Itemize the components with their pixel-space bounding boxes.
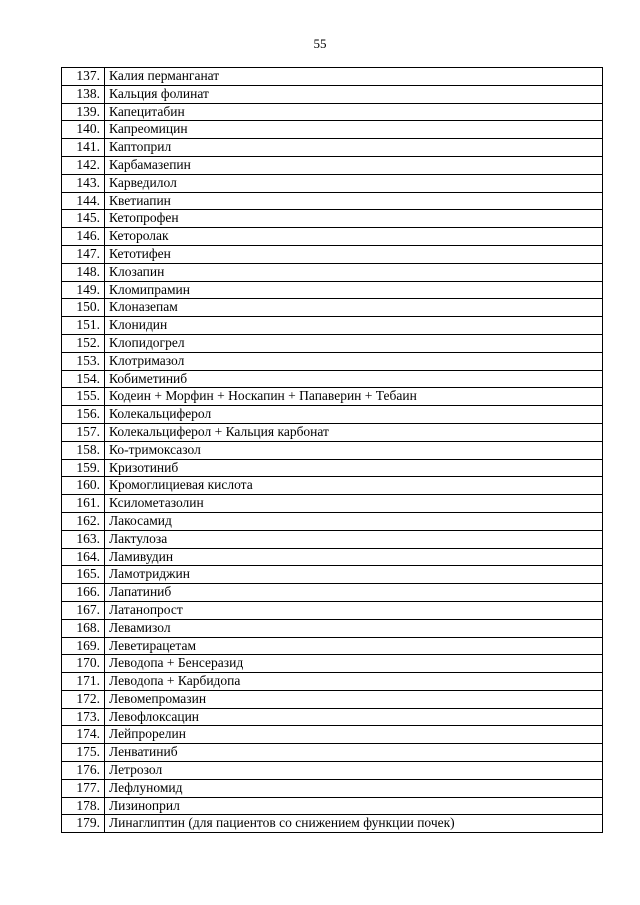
row-number: 140.: [62, 121, 105, 139]
table-row: [62, 370, 603, 388]
table-row: [62, 619, 603, 637]
drug-name: Ленватиниб: [105, 744, 603, 762]
drug-name: Левофлоксацин: [105, 708, 603, 726]
row-number: 157.: [62, 423, 105, 441]
drug-name: Клоназепам: [105, 299, 603, 317]
row-number: 152.: [62, 334, 105, 352]
row-number: 153.: [62, 352, 105, 370]
row-number: 143.: [62, 174, 105, 192]
table-row: [62, 423, 603, 441]
table-row: [62, 512, 603, 530]
row-number: 159.: [62, 459, 105, 477]
table-row: [62, 495, 603, 513]
row-number: 137.: [62, 68, 105, 86]
row-number: 164.: [62, 548, 105, 566]
drug-name: Капреомицин: [105, 121, 603, 139]
table-row: [62, 352, 603, 370]
table-row: [62, 655, 603, 673]
table-row: [62, 708, 603, 726]
table-row: [62, 317, 603, 335]
row-number: 170.: [62, 655, 105, 673]
table-row: [62, 762, 603, 780]
drug-name: Клопидогрел: [105, 334, 603, 352]
drug-name: Ламивудин: [105, 548, 603, 566]
row-number: 151.: [62, 317, 105, 335]
row-number: 155.: [62, 388, 105, 406]
table-row: [62, 584, 603, 602]
row-number: 175.: [62, 744, 105, 762]
drug-name: Леводопа + Карбидопа: [105, 673, 603, 691]
drug-name: Кромоглициевая кислота: [105, 477, 603, 495]
drug-name: Кломипрамин: [105, 281, 603, 299]
drug-name: Леводопа + Бенсеразид: [105, 655, 603, 673]
table-row: [62, 406, 603, 424]
table-row: [62, 477, 603, 495]
table-row: [62, 103, 603, 121]
drug-name: Лапатиниб: [105, 584, 603, 602]
drug-name: Кветиапин: [105, 192, 603, 210]
drug-name: Левамизол: [105, 619, 603, 637]
table-row: [62, 228, 603, 246]
row-number: 150.: [62, 299, 105, 317]
drug-name: Латанопрост: [105, 601, 603, 619]
table-row: [62, 726, 603, 744]
drug-name: Линаглиптин (для пациентов со снижением функции почек): [105, 815, 603, 833]
row-number: 162.: [62, 512, 105, 530]
table-row: [62, 174, 603, 192]
drug-name: Лейпрорелин: [105, 726, 603, 744]
row-number: 144.: [62, 192, 105, 210]
row-number: 169.: [62, 637, 105, 655]
drug-name: Кеторолак: [105, 228, 603, 246]
drug-name: Ламотриджин: [105, 566, 603, 584]
table-row: [62, 156, 603, 174]
row-number: 148.: [62, 263, 105, 281]
drug-name: Карбамазепин: [105, 156, 603, 174]
drug-name: Клотримазол: [105, 352, 603, 370]
row-number: 177.: [62, 779, 105, 797]
drug-name: Лефлуномид: [105, 779, 603, 797]
row-number: 176.: [62, 762, 105, 780]
row-number: 141.: [62, 139, 105, 157]
row-number: 166.: [62, 584, 105, 602]
table-row: [62, 548, 603, 566]
drug-name: Клонидин: [105, 317, 603, 335]
drug-name: Кетотифен: [105, 245, 603, 263]
table-row: [62, 673, 603, 691]
drug-name: Капецитабин: [105, 103, 603, 121]
row-number: 156.: [62, 406, 105, 424]
row-number: 161.: [62, 495, 105, 513]
table-row: [62, 566, 603, 584]
table-row: [62, 601, 603, 619]
table-row: [62, 797, 603, 815]
table-row: [62, 245, 603, 263]
table-row: [62, 637, 603, 655]
drug-name: Каптоприл: [105, 139, 603, 157]
drug-name: Кальция фолинат: [105, 85, 603, 103]
row-number: 142.: [62, 156, 105, 174]
drug-name: Лизиноприл: [105, 797, 603, 815]
table-row: [62, 459, 603, 477]
drug-name: Ксилометазолин: [105, 495, 603, 513]
drug-name: Левомепромазин: [105, 690, 603, 708]
drug-name: Лакосамид: [105, 512, 603, 530]
drug-name: Кетопрофен: [105, 210, 603, 228]
table-row: [62, 210, 603, 228]
table-row: [62, 530, 603, 548]
drug-name: Карведилол: [105, 174, 603, 192]
table-row: [62, 441, 603, 459]
row-number: 167.: [62, 601, 105, 619]
row-number: 165.: [62, 566, 105, 584]
drug-list-body: [62, 68, 603, 833]
table-row: [62, 263, 603, 281]
table-row: [62, 815, 603, 833]
row-number: 178.: [62, 797, 105, 815]
table-row: [62, 139, 603, 157]
table-row: [62, 281, 603, 299]
row-number: 173.: [62, 708, 105, 726]
row-number: 168.: [62, 619, 105, 637]
drug-name: Колекальциферол + Кальция карбонат: [105, 423, 603, 441]
row-number: 138.: [62, 85, 105, 103]
table-row: [62, 690, 603, 708]
drug-name: Колекальциферол: [105, 406, 603, 424]
drug-name: Кодеин + Морфин + Носкапин + Папаверин + Тебаин: [105, 388, 603, 406]
row-number: 160.: [62, 477, 105, 495]
row-number: 174.: [62, 726, 105, 744]
table-row: [62, 121, 603, 139]
row-number: 171.: [62, 673, 105, 691]
row-number: 158.: [62, 441, 105, 459]
table-row: [62, 779, 603, 797]
drug-name: Кризотиниб: [105, 459, 603, 477]
drug-name: Кобиметиниб: [105, 370, 603, 388]
row-number: 163.: [62, 530, 105, 548]
drug-name: Калия перманганат: [105, 68, 603, 86]
drug-name: Ко-тримоксазол: [105, 441, 603, 459]
table-row: [62, 68, 603, 86]
row-number: 145.: [62, 210, 105, 228]
drug-name: Лактулоза: [105, 530, 603, 548]
row-number: 149.: [62, 281, 105, 299]
row-number: 154.: [62, 370, 105, 388]
drug-name: Клозапин: [105, 263, 603, 281]
row-number: 172.: [62, 690, 105, 708]
table-row: [62, 299, 603, 317]
table-row: [62, 85, 603, 103]
row-number: 146.: [62, 228, 105, 246]
row-number: 179.: [62, 815, 105, 833]
row-number: 139.: [62, 103, 105, 121]
drug-name: Летрозол: [105, 762, 603, 780]
drug-list-table: [61, 67, 603, 833]
page-number: 55: [313, 36, 327, 51]
table-row: [62, 192, 603, 210]
drug-name: Леветирацетам: [105, 637, 603, 655]
table-row: [62, 388, 603, 406]
row-number: 147.: [62, 245, 105, 263]
table-row: [62, 744, 603, 762]
table-row: [62, 334, 603, 352]
